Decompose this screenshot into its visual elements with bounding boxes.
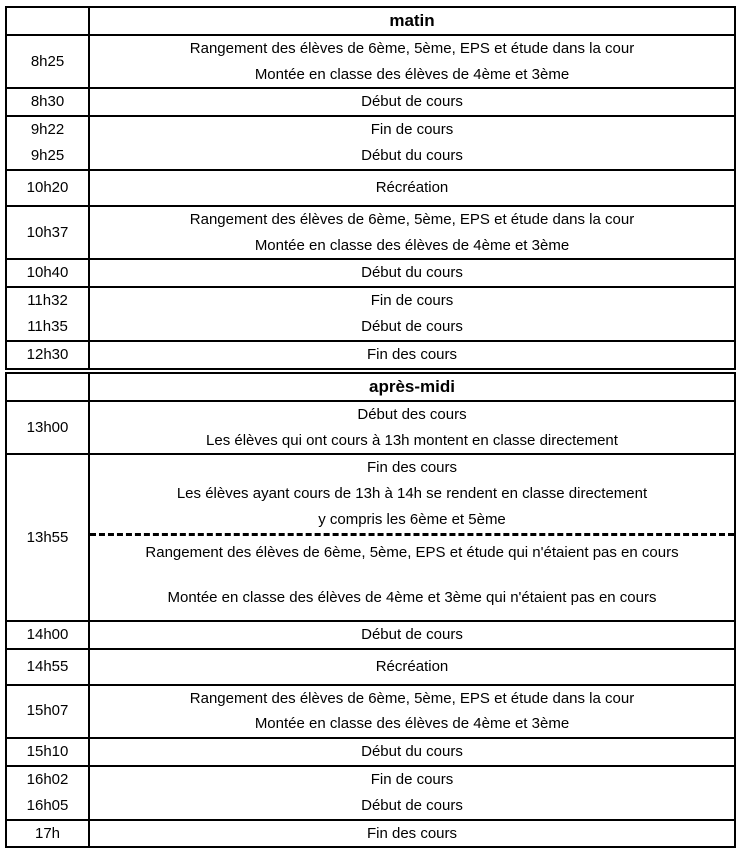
description-line: Début de cours	[361, 317, 463, 335]
description-cell: Fin des cours	[89, 341, 735, 369]
time-cell: 12h30	[6, 341, 89, 369]
description-cell	[89, 401, 735, 455]
time-cell: 15h07	[6, 685, 89, 739]
table-row	[6, 738, 735, 766]
description-line: Début du cours	[361, 146, 463, 164]
description-line: Montée en classe des élèves de 4ème et 3ème	[254, 65, 570, 83]
time-cell-group	[6, 287, 89, 341]
table-row-group	[6, 287, 735, 341]
table-row	[6, 401, 735, 455]
description-cell: Début du cours	[89, 259, 735, 287]
description-cell: Début de cours	[89, 88, 735, 116]
description-cell	[89, 206, 735, 260]
table-row	[6, 454, 735, 620]
line-spacer	[90, 564, 734, 586]
table-header-row	[6, 373, 735, 401]
description-line: Fin des cours	[366, 459, 458, 477]
description-cell-split	[89, 454, 735, 620]
time-cell: 14h55	[6, 649, 89, 685]
table-row	[6, 35, 735, 89]
time-cell: 10h37	[6, 206, 89, 260]
time-value: 16h02	[26, 770, 69, 788]
time-cell: 15h10	[6, 738, 89, 766]
description-line: Fin de cours	[370, 121, 454, 139]
description-cell	[89, 35, 735, 89]
description-line: Fin de cours	[370, 292, 454, 310]
time-cell-group	[6, 766, 89, 820]
description-cell: Fin des cours	[89, 820, 735, 848]
description-cell	[89, 287, 735, 341]
time-cell: 13h55	[6, 454, 89, 620]
description-line: Montée en classe des élèves de 4ème et 3ème	[254, 236, 570, 254]
description-line: Début des cours	[357, 405, 467, 423]
table-row	[6, 621, 735, 649]
table-row	[6, 341, 735, 369]
time-cell: 8h30	[6, 88, 89, 116]
description-line: Montée en classe des élèves de 4ème et 3ème	[254, 715, 570, 733]
table-header-row	[6, 7, 735, 35]
afternoon-schedule-table	[5, 372, 736, 848]
table-row	[6, 206, 735, 260]
time-value: 16h05	[26, 796, 69, 814]
time-cell: 14h00	[6, 621, 89, 649]
table-row	[6, 259, 735, 287]
afternoon-title: après-midi	[89, 373, 735, 401]
description-cell	[89, 766, 735, 820]
description-line: y compris les 6ème et 5ème	[318, 510, 506, 528]
time-value: 9h22	[30, 121, 65, 139]
table-row	[6, 170, 735, 206]
time-cell: 17h	[6, 820, 89, 848]
description-line: Rangement des élèves de 6ème, 5ème, EPS et étude dans la cour	[189, 210, 635, 228]
time-value: 11h32	[27, 292, 68, 310]
time-cell: 10h40	[6, 259, 89, 287]
description-cell: Début de cours	[89, 621, 735, 649]
time-header-cell	[6, 7, 89, 35]
table-row	[6, 649, 735, 685]
table-row-group	[6, 116, 735, 170]
description-bottom-section	[90, 536, 734, 620]
description-cell: Récréation	[89, 170, 735, 206]
description-cell	[89, 116, 735, 170]
table-row	[6, 685, 735, 739]
description-cell: Récréation	[89, 649, 735, 685]
description-line: Rangement des élèves de 6ème, 5ème, EPS et étude dans la cour	[189, 39, 635, 57]
description-line: Montée en classe des élèves de 4ème et 3ème qui n'étaient pas en cours	[167, 588, 657, 606]
description-cell	[89, 685, 735, 739]
table-row-group	[6, 766, 735, 820]
table-row	[6, 88, 735, 116]
time-header-cell	[6, 373, 89, 401]
description-line: Rangement des élèves de 6ème, 5ème, EPS et étude qui n'étaient pas en cours	[145, 543, 679, 561]
description-line: Rangement des élèves de 6ème, 5ème, EPS et étude dans la cour	[189, 689, 635, 707]
morning-schedule-table	[5, 6, 736, 370]
description-line: Début de cours	[361, 796, 463, 814]
time-cell: 13h00	[6, 401, 89, 455]
morning-title: matin	[89, 7, 735, 35]
description-line: Les élèves qui ont cours à 13h montent en classe directement	[206, 431, 618, 449]
description-top-section	[90, 455, 734, 535]
time-cell: 8h25	[6, 35, 89, 89]
time-cell-group	[6, 116, 89, 170]
table-row	[6, 820, 735, 848]
time-cell: 10h20	[6, 170, 89, 206]
description-line: Les élèves ayant cours de 13h à 14h se rendent en classe directement	[176, 485, 648, 503]
description-cell: Début du cours	[89, 738, 735, 766]
time-value: 11h35	[27, 317, 68, 335]
time-value: 9h25	[30, 146, 65, 164]
description-line: Fin de cours	[370, 770, 454, 788]
